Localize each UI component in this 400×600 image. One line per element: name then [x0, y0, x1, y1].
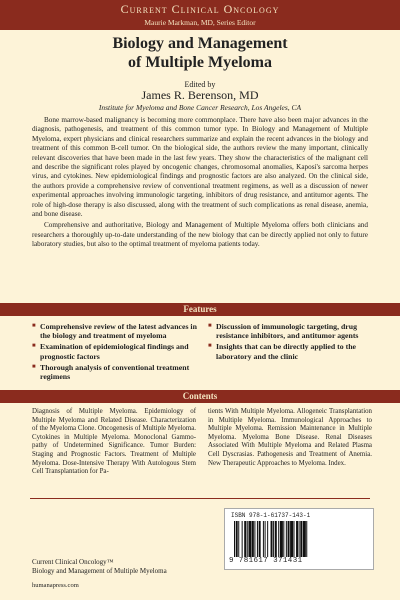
editor-name: James R. Berenson, MD [141, 88, 259, 102]
description [32, 116, 368, 252]
book-title-line-2: of Multiple Myeloma [128, 54, 272, 71]
divider-line [30, 498, 370, 499]
contents-heading: Contents [182, 391, 218, 401]
series-header-band [0, 0, 400, 30]
feature-item: ■ Examination of epidemiological findings and prognostic factors [32, 342, 197, 360]
features-heading-band [0, 303, 400, 316]
barcode [224, 508, 374, 570]
book-title [0, 34, 400, 72]
barcode-number: 9 781617 371431 [229, 557, 303, 565]
description-paragraph: Bone marrow-based malignancy is becoming more commonplace. There have also been major advances in the diagnosis, pathogenesis, and treatment of this common tumor type. In Biology and Management of Multiple Myeloma, expert physicians and clinical researchers summarize and explain the recent advances in the biology and treatment of this common B-cell tumor. On the biological side, the authors review the many important, clinically relevant discoveries that have been made in the last few years. They show the characteristics of the malignant cell and describe the significant roles played by oncogenic changes, chromosomal anomalies, Kaposi's sarcoma herpes virus, and cytokines. New epidemiological findings and prognostic factors are also analyzed. On the clinical side, the authors provide a comprehensive review of conventional treatment regimens, as well as a discussion of newer experimental approaches involving immunologic targeting, inhibitors of drug resistance, and antitumor agents. The role of high-dose therapy is also discussed, along with the treatment of such complications as renal disease, anemia, and bone disease. [32, 116, 368, 219]
footer-series: Current Clinical Oncology™ [32, 558, 114, 566]
edited-by-label: Edited by [184, 80, 216, 89]
isbn-text: ISBN 978-1-61737-143-1 [231, 512, 311, 519]
book-title-line-1: Biology and Management [112, 35, 288, 52]
contents-left-column: Diagnosis of Multiple Myeloma. Epidemiology of Multiple Myeloma and Related Disease. Characterization of the Myeloma Clone. Oncogenesis of Multiple Myeloma. Cytokines in Multiple Myeloma. Monoclonal Gammo-pathy of Undetermined Significance. Tumor Burden: Staging and Prognostic Factors. Treatment of Multiple Myeloma. Dose-Intensive Therapy With Autologous Stem Cell Transplantation for Pa- [32, 408, 196, 476]
series-editor: Maurie Markman, MD, Series Editor [144, 18, 256, 27]
description-paragraph: Comprehensive and authoritative, Biology and Management of Multiple Myeloma offers both clinicians and researchers a thoroughly up-to-date understanding of the new biology that can be directly applied not only to future laboratory studies, but also to the optimal treatment of myeloma patients today. [32, 221, 368, 249]
contents-heading-band [0, 390, 400, 403]
series-title: Current Clinical Oncology [120, 2, 280, 16]
features-right-column [208, 322, 373, 363]
editor-affiliation: Institute for Myeloma and Bone Cancer Research, Los Angeles, CA [98, 103, 302, 112]
contents-right-column: tients With Multiple Myeloma. Allogeneic Transplantation in Multiple Myeloma. Immunological Approaches to Multiple Myeloma. Remission Maintenance in Multiple Myeloma. Myeloma Bone Disease. Renal Diseases Associated With Multiple Myeloma and Related Plasma Cell Dyscrasias. Pathogenesis and Treatment of Anemia. New Therapeutic Approaches to Myeloma. Index. [208, 408, 372, 467]
features-left-column [32, 322, 197, 383]
barcode-bars-icon [233, 521, 365, 557]
feature-item: ■ Comprehensive review of the latest advances in the biology and treatment of myeloma [32, 322, 197, 340]
footer-title: Biology and Management of Multiple Myeloma [32, 567, 167, 575]
features-heading: Features [183, 304, 217, 314]
feature-item: ■ Thorough analysis of conventional treatment regimens [32, 363, 197, 381]
feature-item: ■ Insights that can be directly applied to the laboratory and the clinic [208, 342, 373, 360]
publisher-url: humanapress.com [32, 582, 79, 589]
feature-item: ■ Discussion of immunologic targeting, drug resistance inhibitors, and antitumor agents [208, 322, 373, 340]
